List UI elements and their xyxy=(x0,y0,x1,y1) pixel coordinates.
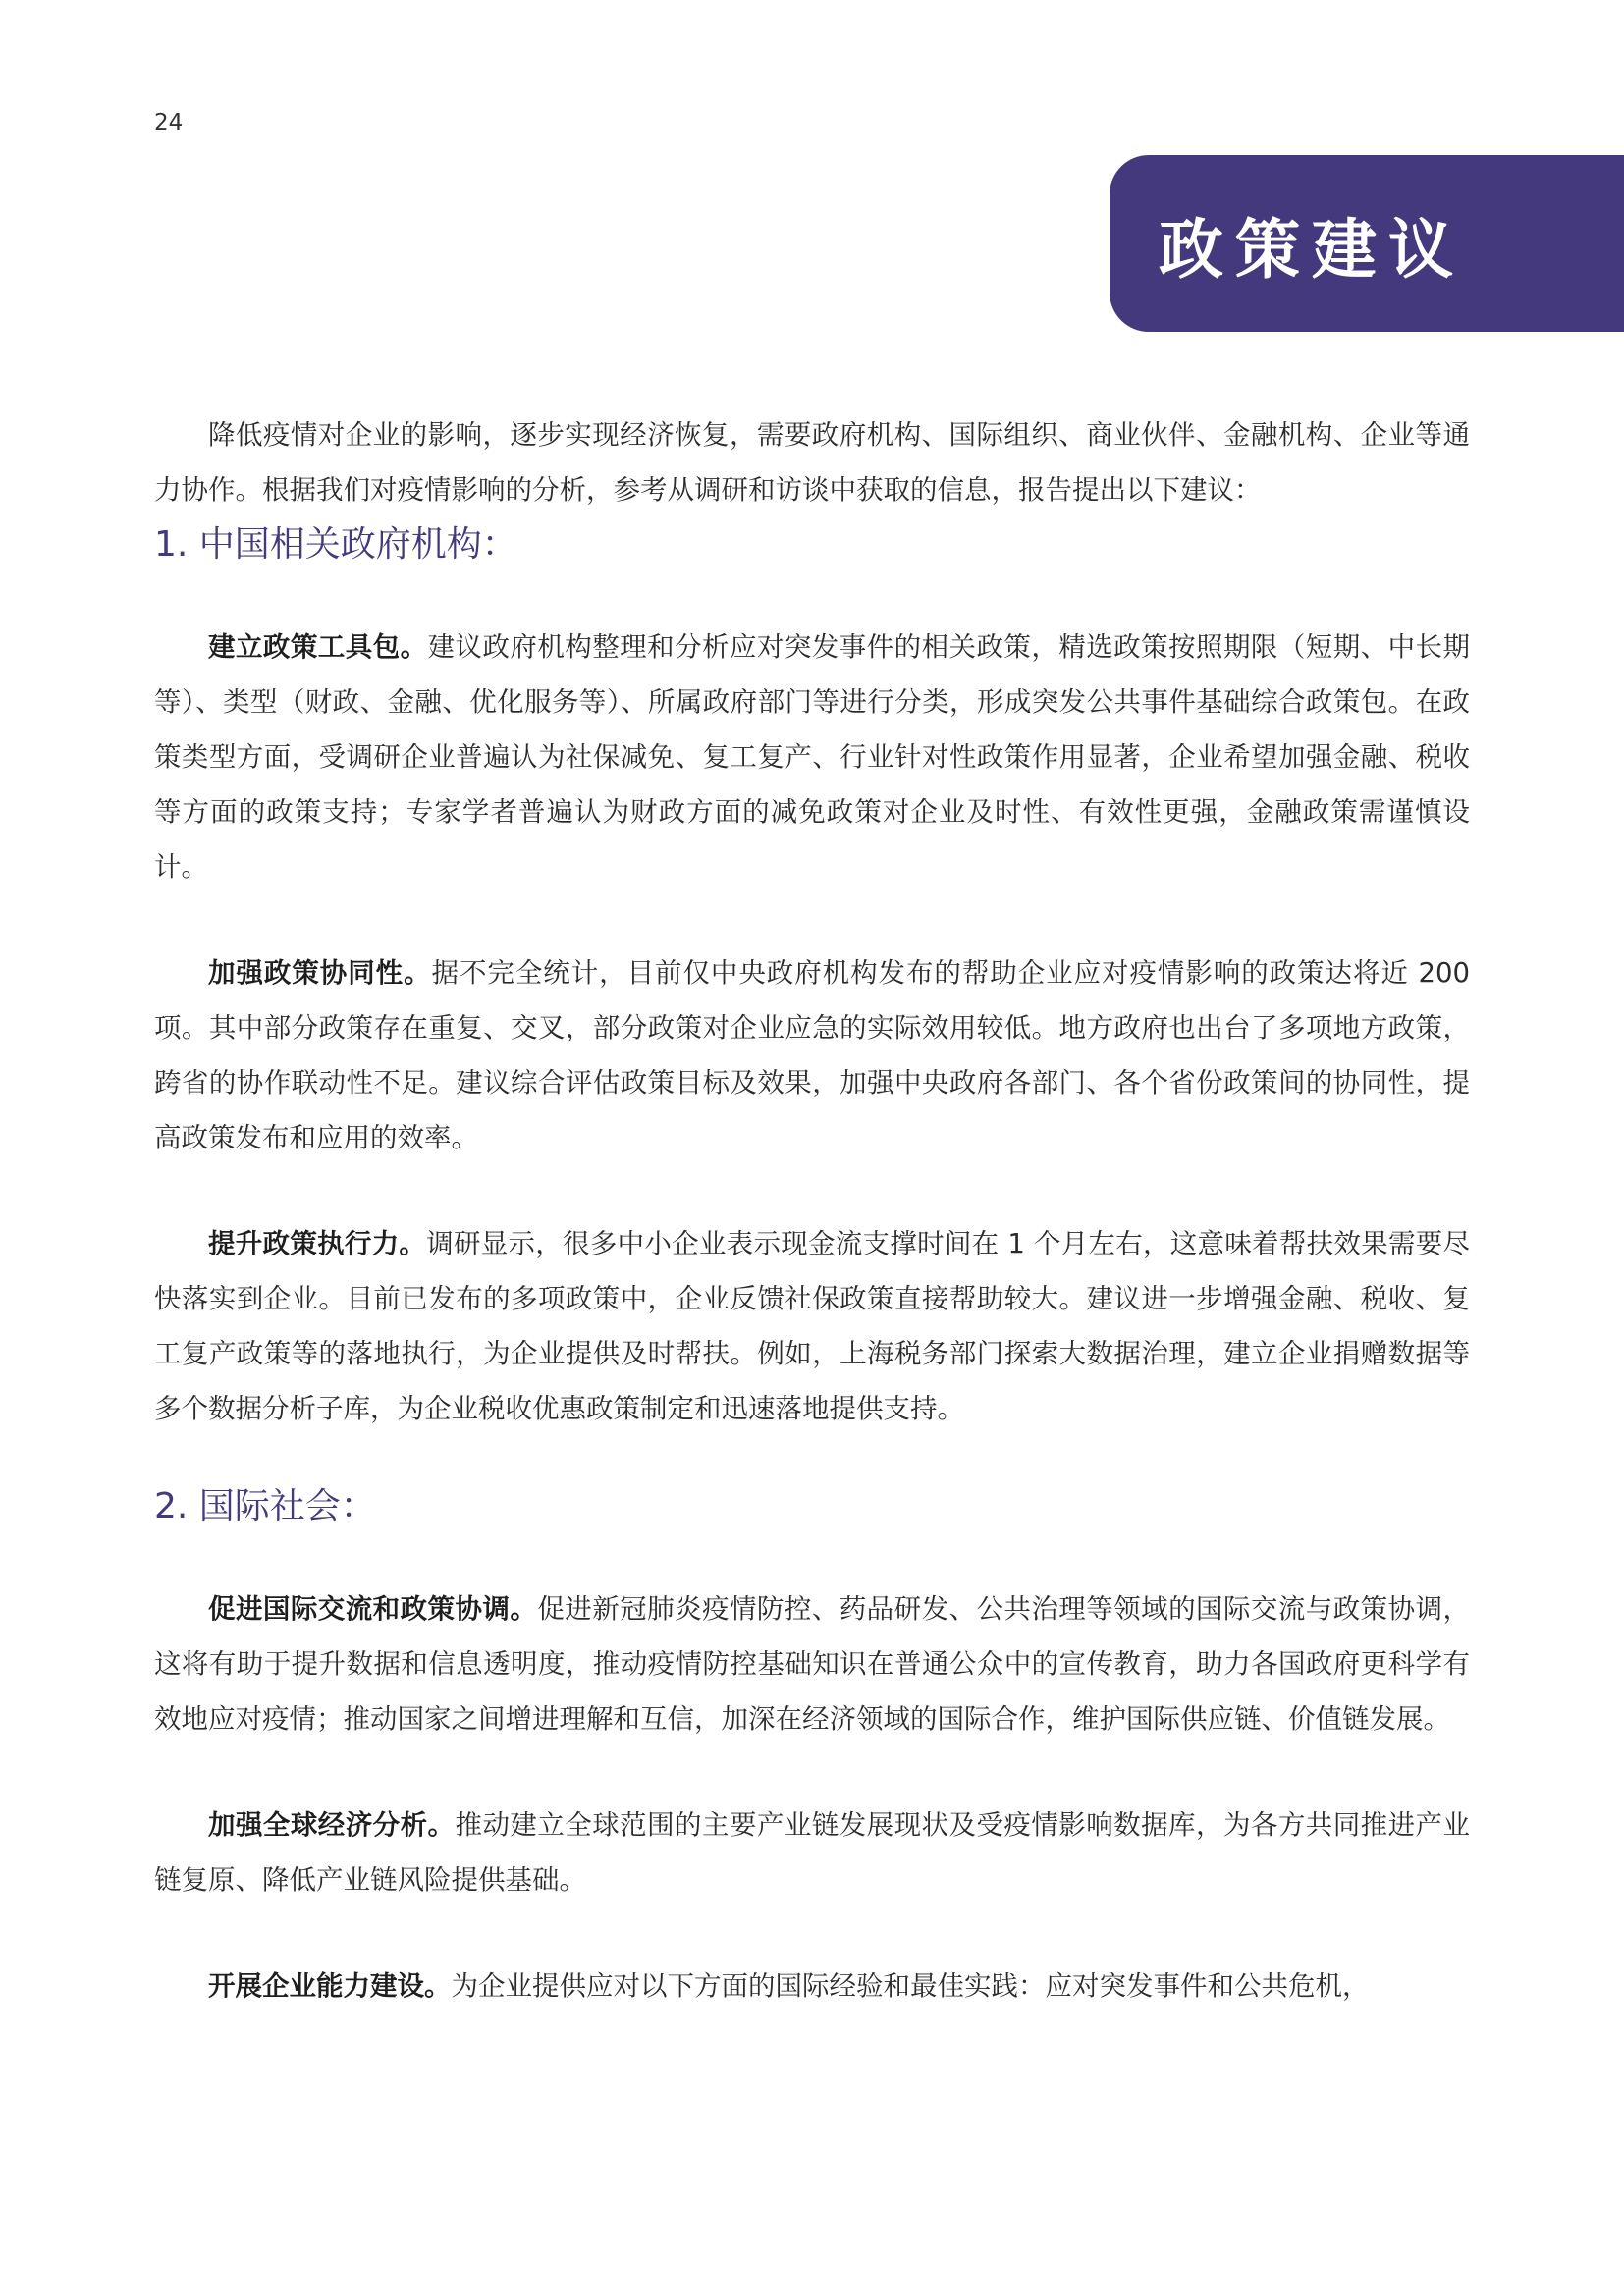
paragraph-lead: 促进国际交流和政策协调。 xyxy=(208,1593,538,1625)
paragraph xyxy=(154,1958,1470,2013)
paragraph xyxy=(154,619,1470,894)
paragraph xyxy=(154,1797,1470,1907)
page-number: 24 xyxy=(154,110,184,135)
intro-paragraph: 降低疫情对企业的影响，逐步实现经济恢复，需要政府机构、国际组织、商业伙伴、金融机构、企业等通力协作。根据我们对疫情影响的分析，参考从调研和访谈中获取的信息，报告提出以下建议： xyxy=(154,419,1470,506)
section-heading-international: 2. 国际社会： xyxy=(154,1486,376,1526)
paragraph-text: 建议政府机构整理和分析应对突发事件的相关政策，精选政策按照期限（短期、中长期等）、类型（财政、金融、优化服务等）、所属政府部门等进行分类，形成突发公共事件基础综合政策包。在政策类型方面，受调研企业普遍认为社保减免、复工复产、行业针对性政策作用显著，企业希望加强金融、税收等方面的政策支持；专家学者普遍认为财政方面的减免政策对企业及时性、有效性更强，金融政策需谨慎设计。 xyxy=(154,631,1471,882)
recommendation-international-exchange xyxy=(154,1581,1470,1746)
paragraph-text: 调研显示，很多中小企业表示现金流支撑时间在 1 个月左右，这意味着帮扶效果需要尽快落实到企业。目前已发布的多项政策中，企业反馈社保政策直接帮助较大。建议进一步增强金融、税收、复工复产政策等的落地执行，为企业提供及时帮扶。例如，上海税务部门探索大数据治理，建立企业捐赠数据等多个数据分析子库，为企业税收优惠政策制定和迅速落地提供支持。 xyxy=(154,1228,1471,1424)
paragraph-lead: 提升政策执行力。 xyxy=(208,1228,427,1259)
recommendation-policy-execution xyxy=(154,1216,1470,1436)
paragraph-lead: 开展企业能力建设。 xyxy=(208,1970,452,2002)
paragraph-text: 据不完全统计，目前仅中央政府机构发布的帮助企业应对疫情影响的政策达将近 200 项。其中部分政策存在重复、交叉，部分政策对企业应急的实际效用较低。地方政府也出台了多项地方政策，跨省的协作联动性不足。建议综合评估政策目标及效果，加强中央政府各部门、各个省份政策间的协同性，提高政策发布和应用的效率。 xyxy=(154,957,1471,1153)
section-header-title: 政策建议 xyxy=(1159,211,1465,288)
paragraph-text: 推动建立全球范围的主要产业链发展现状及受疫情影响数据库，为各方共同推进产业链复原、降低产业链风险提供基础。 xyxy=(154,1809,1470,1896)
paragraph xyxy=(154,1581,1470,1746)
paragraph xyxy=(154,945,1470,1165)
paragraph-lead: 建立政策工具包。 xyxy=(208,631,428,663)
recommendation-capacity-building xyxy=(154,1958,1470,2013)
paragraph-text: 为企业提供应对以下方面的国际经验和最佳实践：应对突发事件和公共危机， xyxy=(451,1970,1370,2002)
paragraph xyxy=(154,1216,1470,1436)
recommendation-policy-toolkit xyxy=(154,619,1470,894)
section-header-tab xyxy=(1110,155,1624,332)
paragraph-text: 促进新冠肺炎疫情防控、药品研发、公共治理等领域的国际交流与政策协调，这将有助于提升数据和信息透明度，推动疫情防控基础知识在普通公众中的宣传教育，助力各国政府更科学有效地应对疫情；推动国家之间增进理解和互信，加深在经济领域的国际合作，维护国际供应链、价值链发展。 xyxy=(154,1593,1471,1735)
paragraph-lead: 加强政策协同性。 xyxy=(208,957,432,988)
main-content xyxy=(154,407,1470,2064)
recommendation-policy-coordination xyxy=(154,945,1470,1165)
paragraph-lead: 加强全球经济分析。 xyxy=(208,1809,456,1841)
section-heading-government: 1. 中国相关政府机构： xyxy=(154,524,517,564)
recommendation-global-economic-analysis xyxy=(154,1797,1470,1907)
